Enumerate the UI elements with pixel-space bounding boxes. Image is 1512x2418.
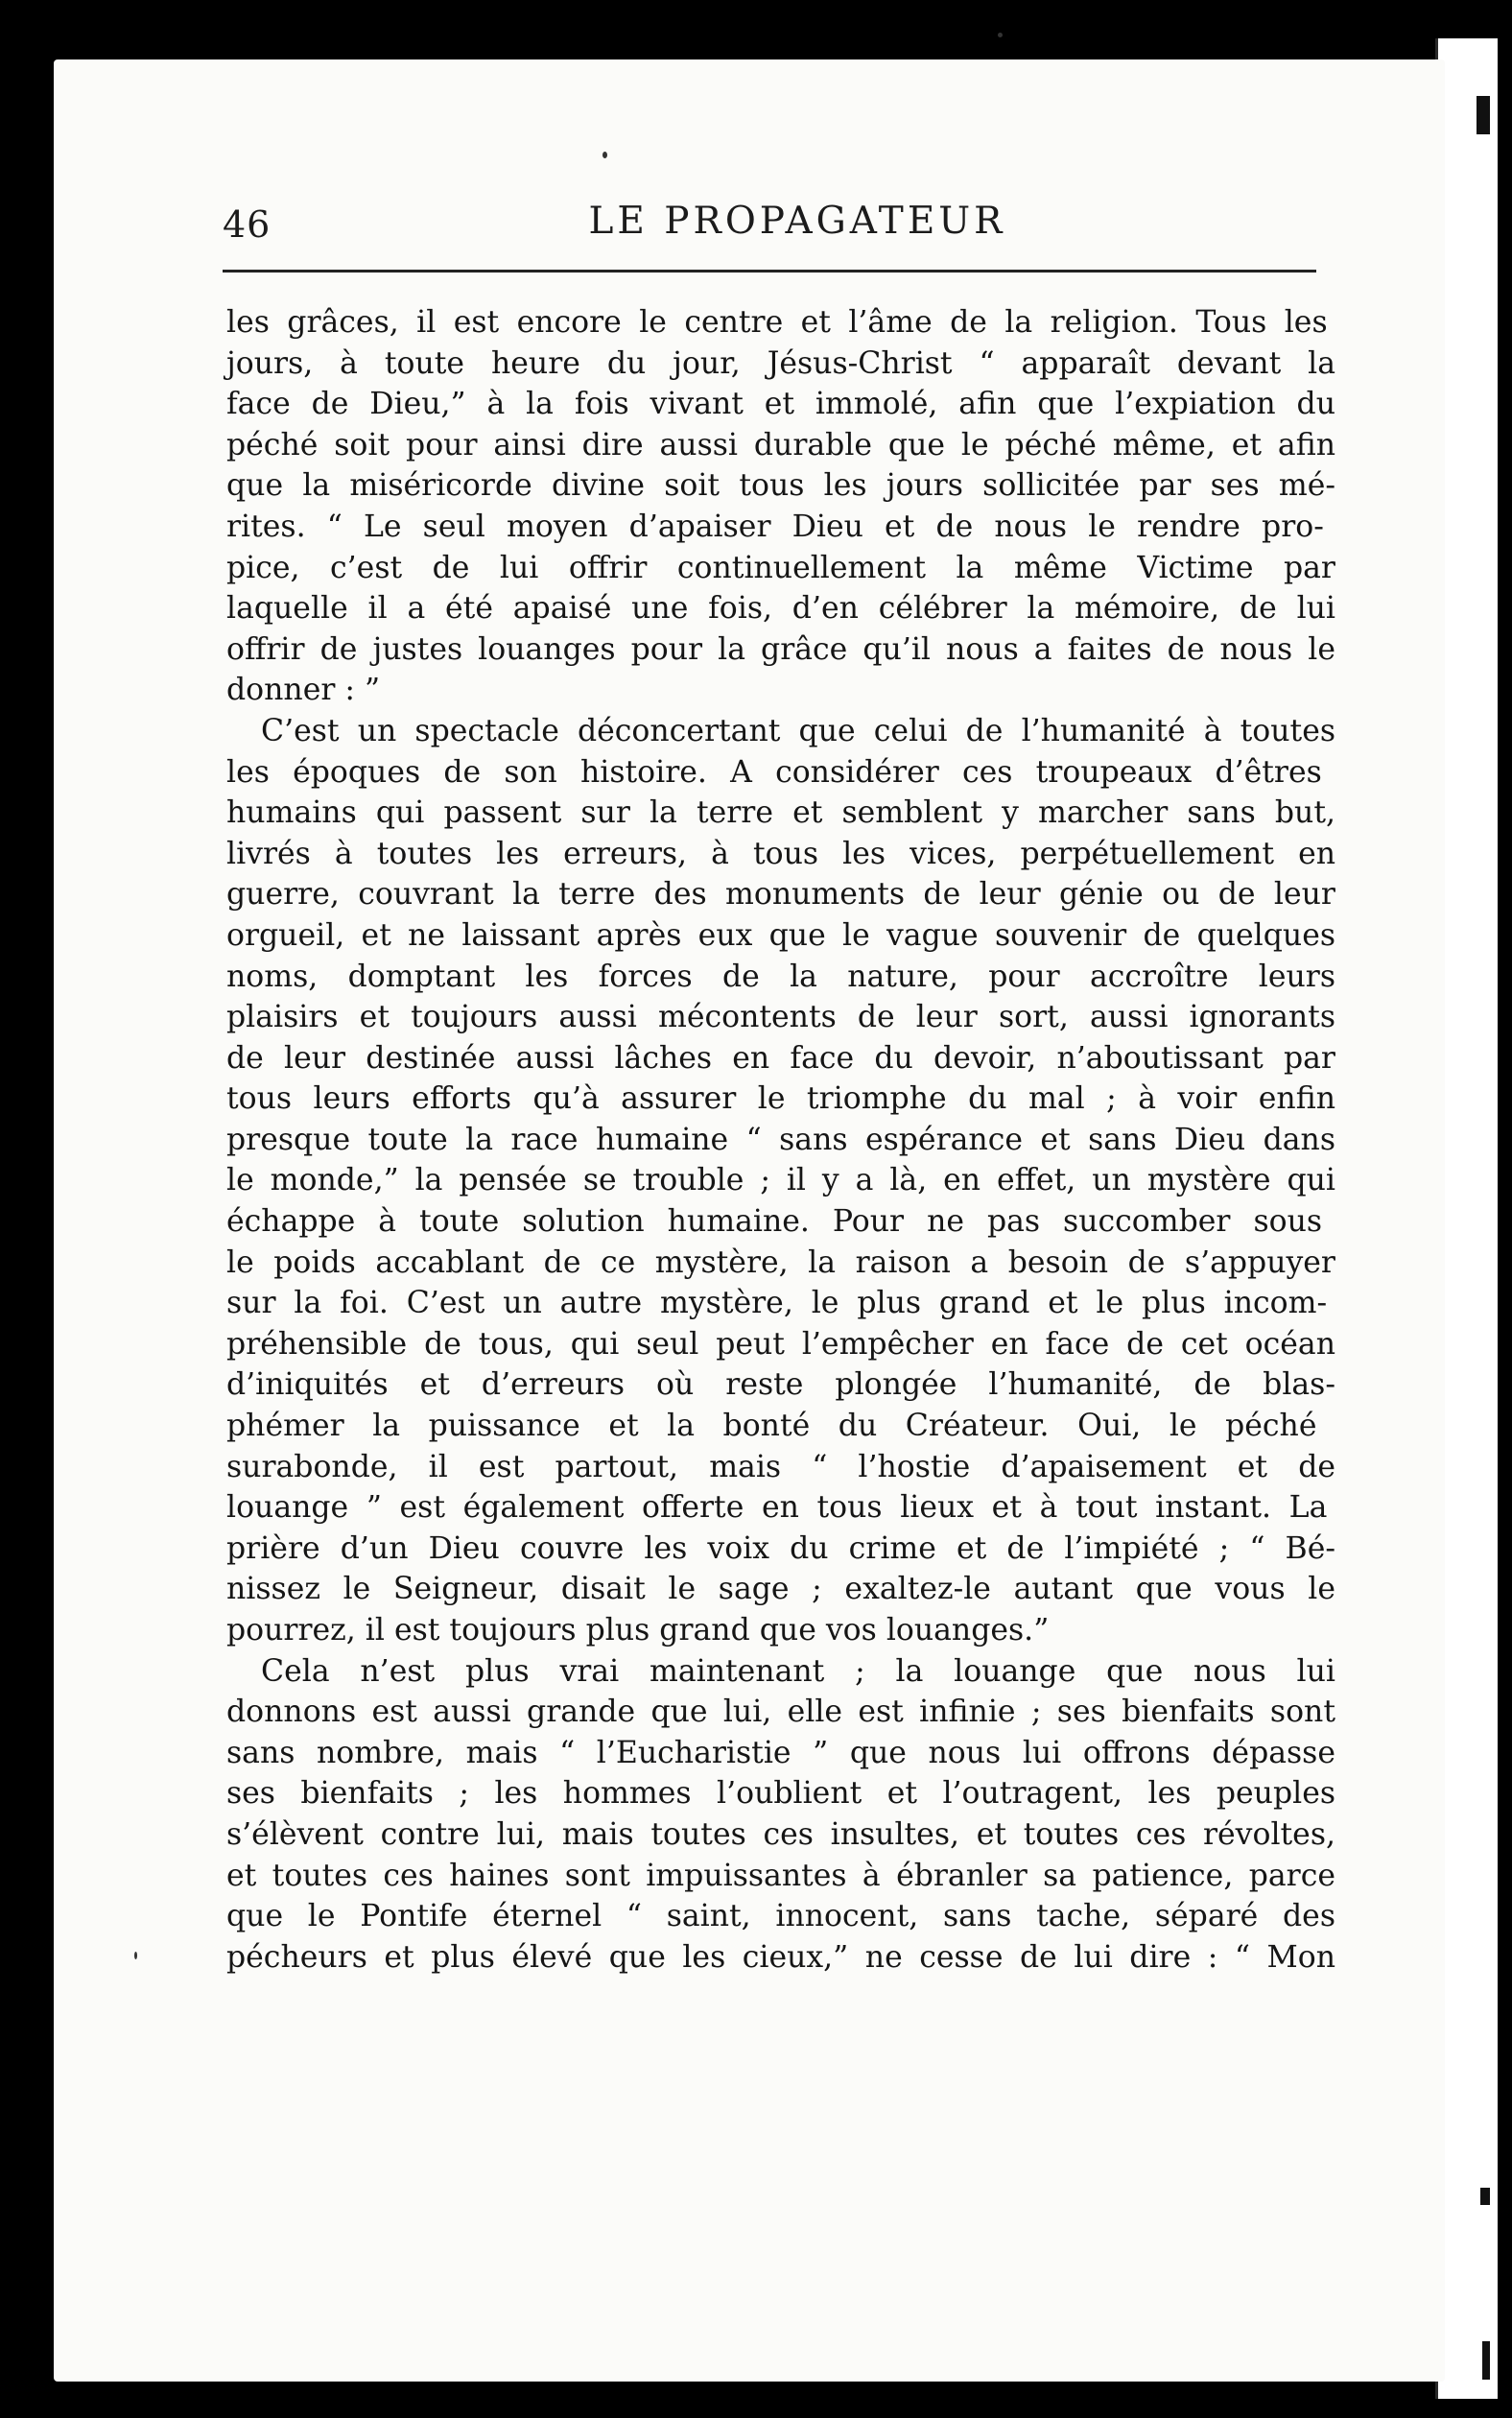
text-line-content: presque toute la race humaine “ sans espérance et sans Dieu dans xyxy=(226,1122,1335,1157)
text-line xyxy=(226,344,1335,385)
header-rule xyxy=(223,270,1316,273)
text-line xyxy=(226,1406,1335,1447)
text-line xyxy=(226,1079,1335,1120)
text-line-content: le monde,” la pensée se trouble ; il y a là, en effet, un mystère qui xyxy=(226,1163,1335,1198)
text-line xyxy=(226,1120,1335,1161)
scan-speck xyxy=(998,33,1003,37)
text-line xyxy=(226,874,1335,915)
text-line xyxy=(226,711,1335,752)
text-line xyxy=(226,629,1335,671)
text-line-content: rites. “ Le seul moyen d’apaiser Dieu et de nous le rendre pro- xyxy=(226,509,1324,544)
text-line-content: louange ” est également offerte en tous lieux et à tout instant. La xyxy=(226,1490,1328,1526)
text-line xyxy=(226,1610,1335,1651)
text-line-content: jours, à toute heure du jour, Jésus-Christ “ apparaît devant la xyxy=(226,345,1335,381)
text-line-content: et toutes ces haines sont impuissantes à ébranler sa patience, parce xyxy=(226,1858,1335,1893)
text-line xyxy=(226,1487,1335,1529)
text-line-content: pécheurs et plus élevé que les cieux,” ne cesse de lui dire : “ Mon xyxy=(226,1939,1335,1975)
text-line-content: offrir de justes louanges pour la grâce qu’il nous a faites de nous le xyxy=(226,631,1335,667)
text-line xyxy=(226,1243,1335,1284)
text-line xyxy=(226,1773,1335,1814)
page-number: 46 xyxy=(223,203,272,246)
text-line-content: donner : ” xyxy=(226,673,381,708)
text-line xyxy=(226,548,1335,589)
text-line xyxy=(226,302,1335,344)
text-line-content: tous leurs efforts qu’à assurer le triomphe du mal ; à voir enfin xyxy=(226,1081,1335,1117)
text-line xyxy=(226,1651,1335,1693)
text-line xyxy=(226,997,1335,1038)
text-line xyxy=(226,1447,1335,1488)
text-line xyxy=(226,425,1335,466)
text-line-content: que la miséricorde divine soit tous les jours sollicitée par ses mé- xyxy=(226,468,1335,504)
text-line xyxy=(226,1733,1335,1774)
text-line-content: surabonde, il est partout, mais “ l’hostie d’apaisement et de xyxy=(226,1449,1335,1484)
body-text xyxy=(226,302,1335,1978)
text-line xyxy=(226,915,1335,957)
text-line-content: échappe à toute solution humaine. Pour ne pas succomber sous xyxy=(226,1204,1323,1240)
text-line-content: que le Pontife éternel “ saint, innocent, sans tache, séparé des xyxy=(226,1899,1335,1934)
text-line xyxy=(226,670,1335,711)
text-line xyxy=(226,1201,1335,1243)
text-line xyxy=(226,1896,1335,1937)
scan-speck xyxy=(134,1952,137,1959)
text-line xyxy=(226,1814,1335,1856)
text-line-content: face de Dieu,” à la fois vivant et immolé, afin que l’expiation du xyxy=(226,387,1335,422)
text-line-content: le poids accablant de ce mystère, la raison a besoin de s’appuyer xyxy=(226,1245,1335,1280)
text-line-content: guerre, couvrant la terre des monuments de leur génie ou de leur xyxy=(226,877,1335,913)
text-line-content: péché soit pour ainsi dire aussi durable que le péché même, et afin xyxy=(226,427,1335,462)
text-line-content: Cela n’est plus vrai maintenant ; la louange que nous lui xyxy=(261,1653,1335,1689)
text-line-content: plaisirs et toujours aussi mécontents de leur sort, aussi ignorants xyxy=(226,1000,1335,1035)
text-line xyxy=(226,1038,1335,1079)
scan-speck xyxy=(602,152,607,158)
text-line-content: les grâces, il est encore le centre et l’âme de la religion. Tous les xyxy=(226,305,1328,340)
text-line xyxy=(226,1937,1335,1979)
text-line-content: de leur destinée aussi lâches en face du devoir, n’aboutissant par xyxy=(226,1040,1335,1076)
text-line-content: ses bienfaits ; les hommes l’oublient et l’outragent, les peuples xyxy=(226,1776,1335,1812)
text-line-content: s’élèvent contre lui, mais toutes ces insultes, et toutes ces révoltes, xyxy=(226,1816,1335,1852)
text-line-content: pourrez, il est toujours plus grand que vos louanges.” xyxy=(226,1613,1050,1648)
text-line-content: donnons est aussi grande que lui, elle est infinie ; ses bienfaits sont xyxy=(226,1695,1335,1730)
text-line-content: sans nombre, mais “ l’Eucharistie ” que nous lui offrons dépasse xyxy=(226,1735,1335,1770)
text-line xyxy=(226,1160,1335,1201)
text-line xyxy=(226,1529,1335,1570)
text-line-content: livrés à toutes les erreurs, à tous les vices, perpétuellement en xyxy=(226,836,1335,871)
text-line xyxy=(226,793,1335,834)
text-line xyxy=(226,1364,1335,1406)
text-line-content: les époques de son histoire. A considérer ces troupeaux d’êtres xyxy=(226,754,1322,790)
text-line xyxy=(226,957,1335,998)
text-line xyxy=(226,465,1335,507)
text-line-content: noms, domptant les forces de la nature, pour accroître leurs xyxy=(226,959,1335,994)
text-line-content: préhensible de tous, qui seul peut l’empêcher en face de cet océan xyxy=(226,1326,1335,1362)
text-line-content: prière d’un Dieu couvre les voix du crime et de l’impiété ; “ Bé- xyxy=(226,1530,1335,1566)
text-line-content: humains qui passent sur la terre et semblent y marcher sans but, xyxy=(226,795,1335,831)
text-line xyxy=(226,384,1335,425)
text-line-content: laquelle il a été apaisé une fois, d’en célébrer la mémoire, de lui xyxy=(226,591,1335,627)
text-line xyxy=(226,834,1335,875)
text-line-content: pice, c’est de lui offrir continuellement la même Victime par xyxy=(226,550,1335,585)
running-title: LE PROPAGATEUR xyxy=(588,200,1006,243)
text-line-content: d’iniquités et d’erreurs où reste plongée l’humanité, de blas- xyxy=(226,1367,1335,1403)
text-line xyxy=(226,588,1335,629)
text-line-content: phémer la puissance et la bonté du Créateur. Oui, le péché xyxy=(226,1409,1317,1444)
text-line xyxy=(226,1692,1335,1733)
text-line-content: sur la foi. C’est un autre mystère, le plus grand et le plus incom- xyxy=(226,1286,1328,1321)
running-head xyxy=(221,198,1335,255)
text-line-content: nissez le Seigneur, disait le sage ; exaltez-le autant que vous le xyxy=(226,1572,1335,1607)
text-line xyxy=(226,1856,1335,1897)
text-line-content: orgueil, et ne laissant après eux que le vague souvenir de quelques xyxy=(226,917,1335,953)
text-line xyxy=(226,1324,1335,1365)
text-line xyxy=(226,507,1335,548)
text-line xyxy=(226,1569,1335,1610)
text-line-content: C’est un spectacle déconcertant que celui de l’humanité à toutes xyxy=(261,713,1335,748)
text-line xyxy=(226,752,1335,794)
text-line xyxy=(226,1283,1335,1324)
